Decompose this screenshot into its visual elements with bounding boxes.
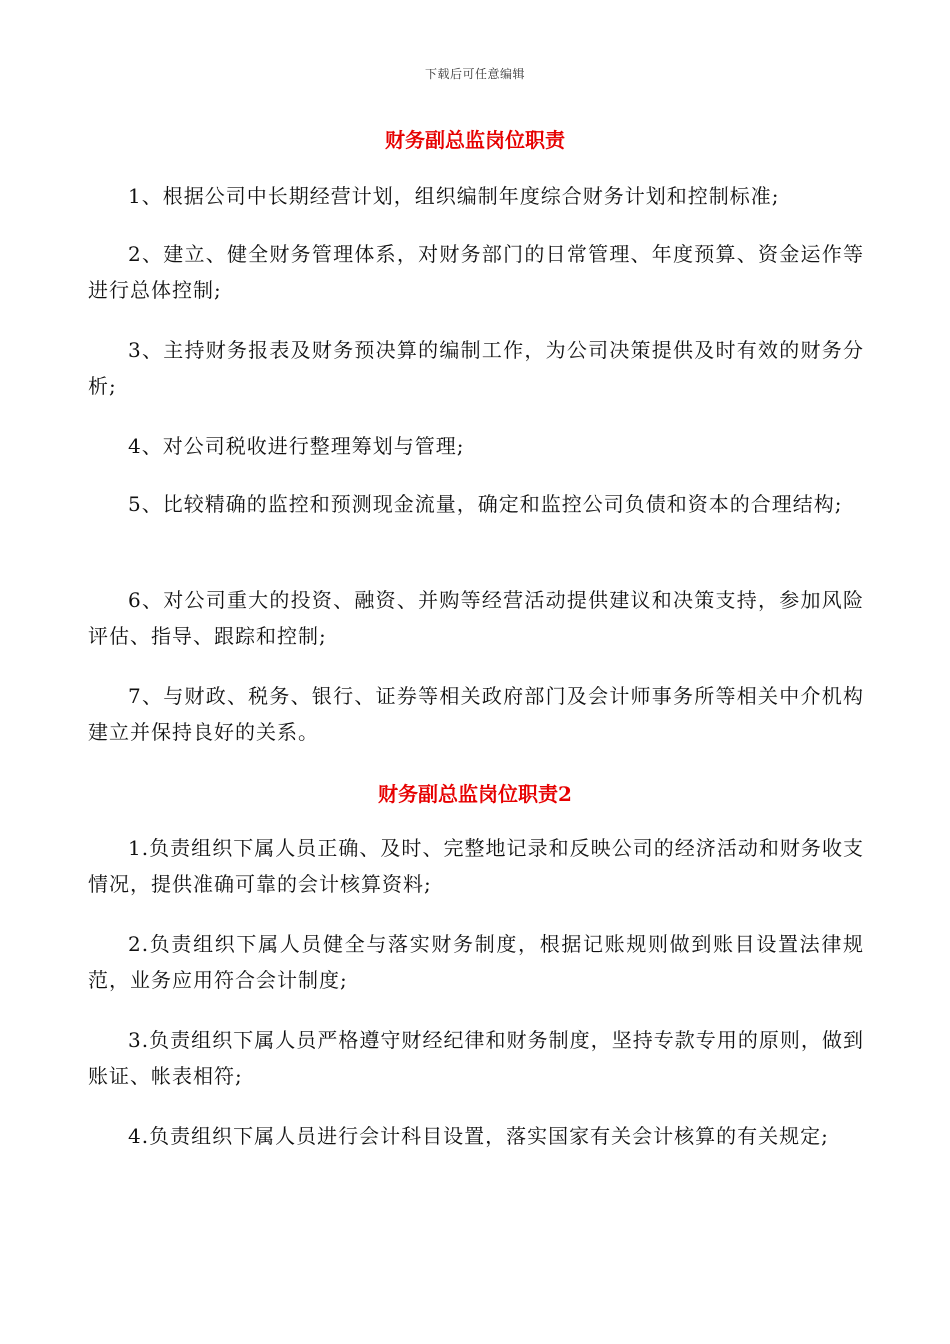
section-1-item-3: 3、主持财务报表及财务预决算的编制工作，为公司决策提供及时有效的财务分析;	[88, 338, 864, 398]
section-2-item-1: 1.负责组织下属人员正确、及时、完整地记录和反映公司的经济活动和财务收支情况，提供准确可靠的会计核算资料;	[88, 836, 864, 896]
section-1-item-2: 2、建立、健全财务管理体系，对财务部门的日常管理、年度预算、资金运作等进行总体控制;	[88, 242, 864, 302]
section-2-item-2: 2.负责组织下属人员健全与落实财务制度，根据记账规则做到账目设置法律规范，业务应用符合会计制度;	[88, 932, 864, 992]
section-1-item-7: 7、与财政、税务、银行、证券等相关政府部门及会计师事务所等相关中介机构建立并保持良好的关系。	[88, 684, 864, 744]
section-2-item-3: 3.负责组织下属人员严格遵守财经纪律和财务制度，坚持专款专用的原则，做到账证、帐表相符;	[88, 1028, 864, 1088]
section-1-item-5: 5、比较精确的监控和预测现金流量，确定和监控公司负债和资本的合理结构;	[128, 492, 843, 516]
section-1-item-6: 6、对公司重大的投资、融资、并购等经营活动提供建议和决策支持，参加风险评估、指导、跟踪和控制;	[88, 588, 864, 648]
section-1-title: 财务副总监岗位职责	[385, 128, 565, 152]
header-note: 下载后可任意编辑	[424, 67, 525, 81]
section-2-title: 财务副总监岗位职责2	[378, 782, 572, 806]
section-1-item-1: 1、根据公司中长期经营计划，组织编制年度综合财务计划和控制标准;	[128, 184, 780, 208]
section-1-item-4: 4、对公司税收进行整理筹划与管理;	[128, 434, 465, 458]
section-2-item-4: 4.负责组织下属人员进行会计科目设置，落实国家有关会计核算的有关规定;	[128, 1124, 829, 1148]
